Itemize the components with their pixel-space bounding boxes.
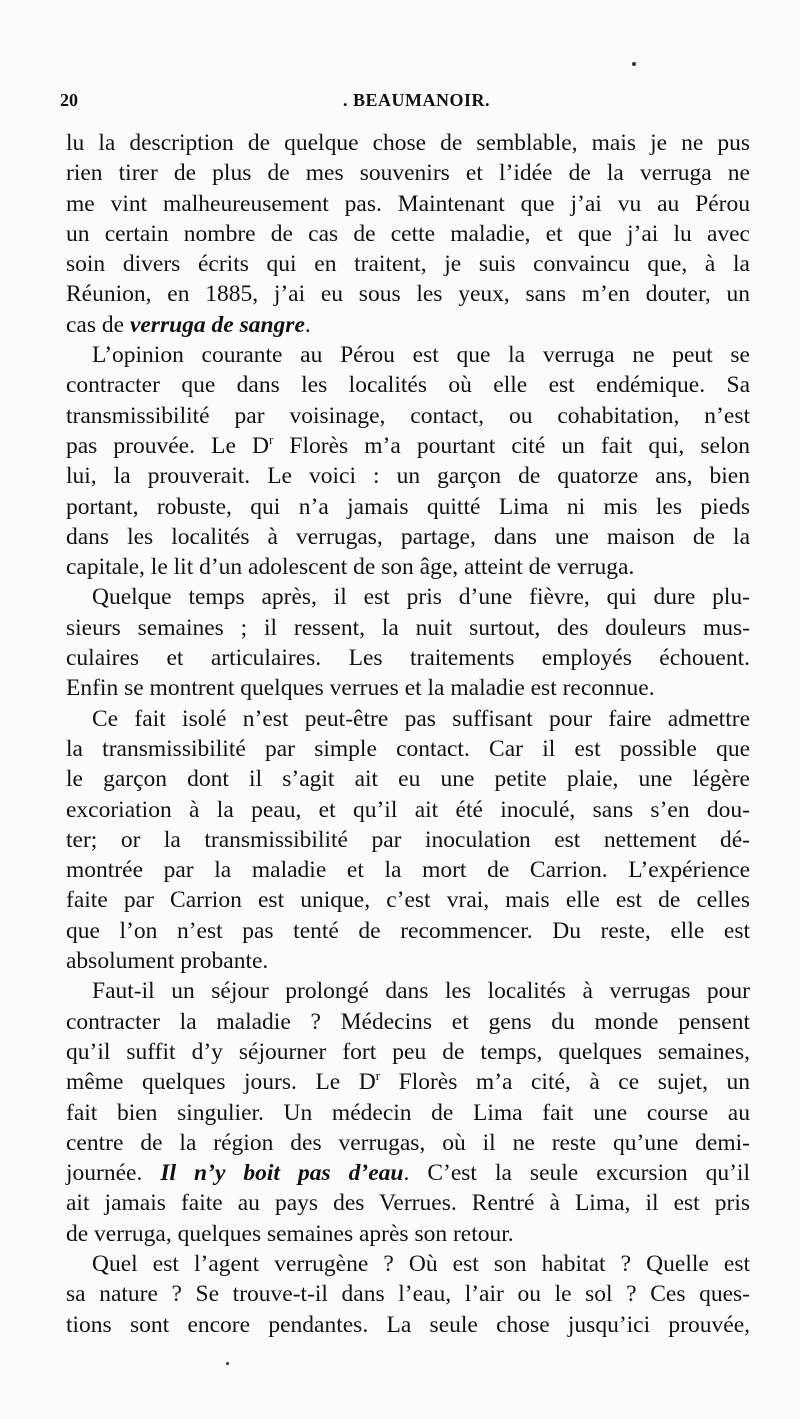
text-line [66, 1098, 750, 1128]
italic-phrase: Il n’y boit pas d’eau [160, 1160, 404, 1187]
text-segment: capitale, le lit d’un adolescent de son âge, atteint de verruga. [66, 554, 635, 581]
text-segment: absolument probante. [66, 948, 269, 975]
text-line [66, 401, 750, 431]
text-line [66, 1128, 750, 1158]
text-segment: contracter la maladie ? Médecins et gens du monde pensent [66, 1008, 750, 1035]
text-segment: la transmissibilité par simple contact. Car il est possible que [66, 735, 750, 762]
text-segment: montrée par la maladie et la mort de Carrion. L’expérience [66, 857, 750, 884]
text-segment: Faut-il un séjour prolongé dans les localités à verrugas pour [92, 978, 750, 1005]
text-line [66, 1037, 750, 1067]
text-segment: excoriation à la peau, et qu’il ait été inoculé, sans s’en dou- [66, 796, 750, 823]
text-line [66, 1007, 750, 1037]
text-segment: ait jamais faite au pays des Verrues. Rentré à Lima, il est pris [66, 1190, 750, 1217]
text-segment: Réunion, en 1885, j’ai eu sous les yeux, sans m’en douter, un [66, 281, 750, 308]
text-line [66, 1249, 750, 1279]
text-line [66, 370, 750, 400]
text-segment: . [304, 311, 311, 338]
text-line [66, 310, 750, 340]
text-segment: tions sont encore pendantes. La seule chose jusqu’ici prouvée, [66, 1311, 750, 1338]
text-line [66, 219, 750, 249]
text-line [66, 522, 750, 552]
text-line [66, 764, 750, 794]
text-segment: ter; or la transmissibilité par inoculation est nettement dé- [66, 826, 750, 853]
text-line [66, 1310, 750, 1340]
text-segment: portant, robuste, qui n’a jamais quitté Lima ni mis les pieds [66, 493, 750, 520]
ink-speck [632, 62, 636, 66]
text-line [66, 249, 750, 279]
text-segment: fait bien singulier. Un médecin de Lima fait une course au [66, 1099, 750, 1126]
text-line [66, 704, 750, 734]
text-segment: journée. [66, 1160, 161, 1187]
text-segment: dans les localités à verrugas, partage, dans une maison de la [66, 523, 750, 550]
text-segment: que l’on n’est pas tenté de recommencer. Du reste, elle est [66, 917, 750, 944]
text-segment: pas prouvée. Le D [66, 432, 269, 459]
text-line [66, 582, 750, 612]
text-line [66, 279, 750, 309]
superscript: r [268, 431, 274, 447]
text-segment: sieurs semaines ; il ressent, la nuit surtout, des douleurs mus- [66, 614, 750, 641]
text-segment: le garçon dont il s’agit ait eu une petite plaie, une légère [66, 766, 750, 793]
text-segment: centre de la région des verrugas, où il ne reste qu’une demi- [66, 1129, 750, 1156]
text-line [66, 128, 750, 158]
text-segment: Florès m’a pourtant cité un fait qui, selon [273, 432, 750, 459]
text-segment: Florès m’a cité, à ce sujet, un [380, 1069, 750, 1096]
text-segment: lui, la prouverait. Le voici : un garçon de quatorze ans, bien [66, 463, 750, 490]
text-line [66, 916, 750, 946]
text-segment: culaires et articulaires. Les traitements employés échouent. [66, 645, 750, 672]
text-segment: Enfin se montrent quelques verrues et la maladie est reconnue. [66, 675, 655, 702]
text-line [66, 461, 750, 491]
text-line [66, 946, 750, 976]
text-line [66, 189, 750, 219]
page-header [60, 84, 750, 114]
text-line [66, 431, 750, 461]
text-line [66, 795, 750, 825]
text-segment: Quel est l’agent verrugène ? Où est son habitat ? Quelle est [92, 1250, 750, 1277]
text-segment: qu’il suffit d’y séjourner fort peu de temps, quelques semaines, [66, 1038, 750, 1065]
text-segment: un certain nombre de cas de cette maladie, et que j’ai lu avec [66, 220, 750, 247]
text-segment: L’opinion courante au Pérou est que la verruga ne peut se [92, 342, 750, 369]
text-segment: cas de [66, 311, 130, 338]
text-segment: Quelque temps après, il est pris d’une fièvre, qui dure plu- [92, 584, 750, 611]
body-text [66, 128, 750, 1340]
text-line [66, 340, 750, 370]
text-line [66, 825, 750, 855]
text-line [66, 1158, 750, 1188]
text-line [66, 1188, 750, 1218]
text-segment: transmissibilité par voisinage, contact, ou cohabitation, n’est [66, 402, 750, 429]
text-line [66, 492, 750, 522]
italic-phrase: verruga de sangre [129, 311, 305, 338]
text-segment: sa nature ? Se trouve-t-il dans l’eau, l’air ou le sol ? Ces ques- [66, 1281, 750, 1308]
text-line [66, 1067, 750, 1097]
text-line [66, 734, 750, 764]
text-line [66, 158, 750, 188]
text-segment: contracter que dans les localités où elle est endémique. Sa [66, 372, 750, 399]
text-line [66, 673, 750, 703]
text-segment: même quelques jours. Le D [66, 1069, 376, 1096]
ink-speck [226, 1362, 229, 1365]
text-segment: Ce fait isolé n’est peut-être pas suffisant pour faire admettre [92, 705, 750, 732]
superscript: r [375, 1068, 381, 1084]
text-segment: lu la description de quelque chose de semblable, mais je ne pus [66, 130, 750, 156]
text-line [66, 976, 750, 1006]
text-line [66, 643, 750, 673]
text-line [66, 885, 750, 915]
text-segment: me vint malheureusement pas. Maintenant que j’ai vu au Pérou [66, 190, 750, 217]
text-line [66, 613, 750, 643]
text-line [66, 552, 750, 582]
text-line [66, 1279, 750, 1309]
page-number: 20 [60, 90, 78, 110]
text-segment: . C’est la seule excursion qu’il [403, 1160, 750, 1187]
text-segment: rien tirer de plus de mes souvenirs et l’idée de la verruga ne [66, 160, 750, 187]
running-head: . BEAUMANOIR. [343, 90, 491, 110]
text-line [66, 1219, 750, 1249]
text-line [66, 855, 750, 885]
text-segment: de verruga, quelques semaines après son retour. [66, 1220, 514, 1247]
text-segment: faite par Carrion est unique, c’est vrai, mais elle est de celles [66, 887, 750, 914]
text-segment: soin divers écrits qui en traitent, je suis convaincu que, à la [66, 251, 750, 278]
